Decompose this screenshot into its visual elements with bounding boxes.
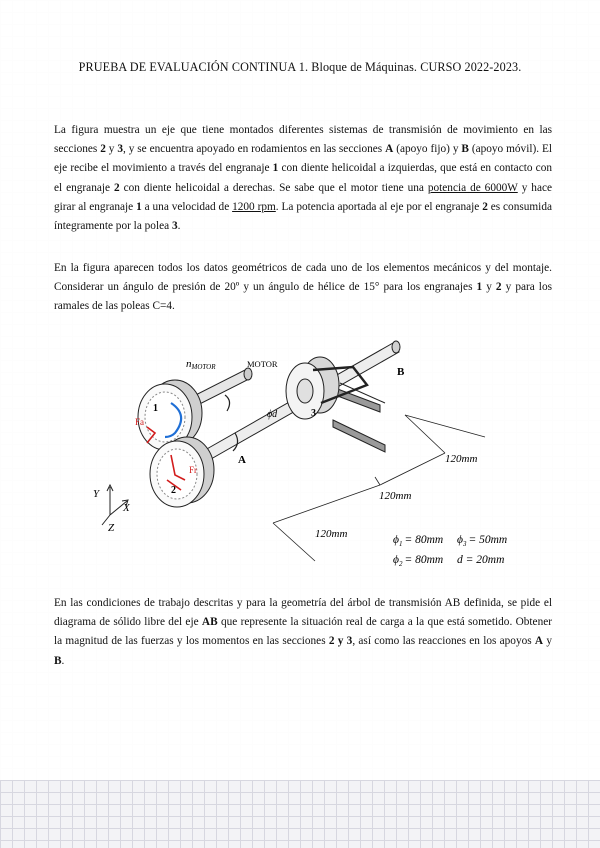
gear-2-label: 2: [171, 485, 176, 496]
notebook-grid-footer: [0, 780, 600, 848]
n-motor-label: nMOTOR: [186, 358, 216, 371]
page-title: PRUEBA DE EVALUACIÓN CONTINUA 1. Bloque de Máquinas. CURSO 2022-2023.: [78, 60, 522, 74]
task-paragraph: En las condiciones de trabajo descritas y para la geometría del árbol de transmisión AB definida, se pide el diagrama de sólido libre del eje AB que represente la situación real de carga a la que está sometido. Obtener la magnitud de las fuerzas y los momentos en las secciones 2 y 3, así como las reacciones en los apoyos A y B.: [54, 597, 552, 667]
dimension-lines: [273, 415, 485, 561]
gear-1-label: 1: [153, 403, 158, 414]
force-label-fr: Fr: [189, 465, 198, 475]
speed-value: 1200 rpm: [232, 200, 276, 213]
phi1-value: $\phi_1 = 80mm$: [393, 534, 444, 548]
motor-rotation-arrow: [225, 395, 230, 411]
axis-x-label: X: [123, 502, 130, 514]
dimension-120-second: 120mm: [379, 490, 412, 502]
dimension-120-first: 120mm: [445, 453, 478, 465]
shaft-d-value: d = 20mm: [457, 554, 505, 566]
axis-z-label: Z: [108, 522, 115, 534]
phi3-value: $\phi_3 = 50mm$: [457, 534, 508, 548]
geometry-data-paragraph: En la figura aparecen todos los datos geométricos de cada uno de los elementos mecánicos y del montaje. Considerar un ángulo de presión de 20º y un ángulo de hélice de 15° para los engranajes 1 y 2 y para los ramales de las poleas C=4.: [54, 262, 552, 313]
pulley-3-label: 3: [311, 408, 316, 419]
bearing-support-A: [333, 420, 385, 452]
problem-statement-paragraph: La figura muestra un eje que tiene montados diferentes sistemas de transmisión de movimiento en las secciones 2 y 3, y se encuentra apoyado en rodamientos en las secciones A (apoyo fijo) y B (apoyo móvil). El eje recibe el movimiento a través del engranaje 1 con diente helicoidal a izquierdas, que está en contacto con el engranaje 2 con diente helicoidal a derechas. Se sabe que el motor tiene una potencia de 6000W y hace girar al engranaje 1 a una velocidad de 1200 rpm. La potencia aportada al eje por el engranaje 2 es consumida íntegramente por la polea 3.: [54, 124, 552, 233]
force-label-fa: Fa: [135, 417, 144, 427]
phi2-value: $\phi_2 = 80mm$: [393, 554, 444, 568]
shaft-diameter-label: ϕd: [267, 409, 278, 420]
power-value: potencia de 6000W: [427, 181, 518, 194]
motor-label: MOTOR: [247, 359, 278, 369]
support-A-label: A: [238, 454, 246, 466]
axis-y-label: Y: [93, 488, 100, 500]
dimension-120-third: 120mm: [315, 528, 348, 540]
shaft-assembly-figure: [75, 315, 535, 575]
support-B-label: B: [397, 366, 405, 378]
